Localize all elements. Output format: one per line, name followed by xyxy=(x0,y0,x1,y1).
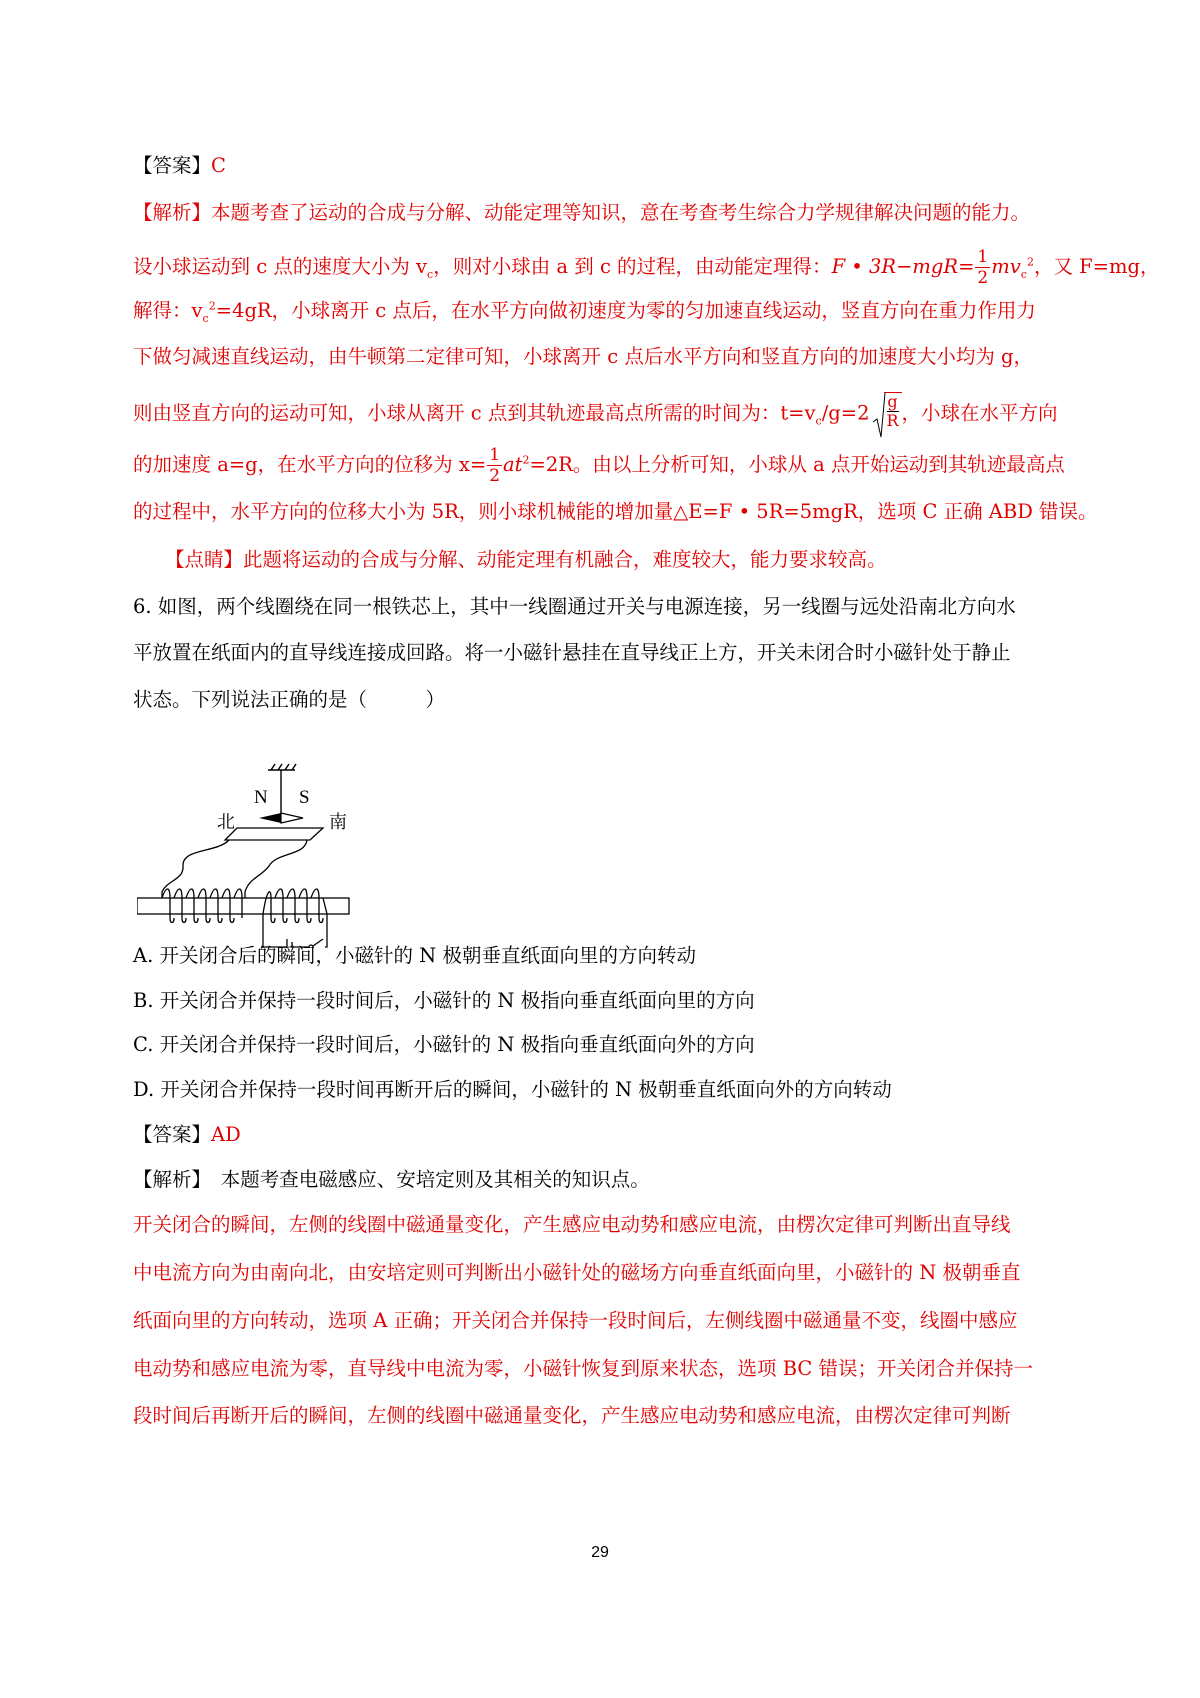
q5-answer xyxy=(133,151,226,181)
q6-stem-line-2: 平放置在纸面内的直导线连接成回路。将一小磁针悬挂在直导线正上方，开关未闭合时小磁针处于静止 xyxy=(133,641,1011,664)
sqrt-g-over-r: $\frac{g}{R}$ xyxy=(872,392,902,436)
q6-answer xyxy=(133,1120,241,1150)
north-label: 北 xyxy=(217,812,235,833)
q6-analysis-line-5: 段时间后再断开后的瞬间，左侧的线圈中磁通量变化，产生感应电动势和感应电流，由楞次定律可判断 xyxy=(133,1404,1011,1427)
ceiling-support-icon xyxy=(268,764,296,816)
option-c: C. 开关闭合并保持一段时间后，小磁针的 N 极指向垂直纸面向外的方向 xyxy=(133,1033,755,1056)
compass-south-half-icon xyxy=(281,813,303,823)
q6-stem-line-3: 状态。下列说法正确的是（ ） xyxy=(133,688,446,711)
q6-analysis-heading: 【解析】 本题考查电磁感应、安培定则及其相关的知识点。 xyxy=(133,1168,650,1191)
q5-analysis-line-6: 的加速度 a=g，在水平方向的位移为 x= $\frac{1}{2}$ $at^2=2R$。由以上分析可知，小球从 a 点开始运动到其轨迹最高点 xyxy=(133,445,1065,486)
iron-core xyxy=(137,898,349,914)
connecting-wire-right xyxy=(245,840,307,898)
q5-analysis-line-1: 【解析】本题考查了运动的合成与分解、动能定理等知识，意在考查考生综合力学规律解决问题的能力。 xyxy=(133,201,1031,224)
south-label: 南 xyxy=(329,812,347,833)
connecting-wire-left xyxy=(162,840,229,898)
answer-label: 【答案】 xyxy=(133,154,212,177)
q5-point: 【点睛】此题将运动的合成与分解、动能定理有机融合，难度较大，能力要求较高。 xyxy=(165,548,887,571)
option-b: B. 开关闭合并保持一段时间后，小磁针的 N 极指向垂直纸面向里的方向 xyxy=(133,989,755,1012)
q5-analysis-line-3: 解得：$v_c^2=4gR$，小球离开 c 点后，在水平方向做初速度为零的匀加速直线运动，竖直方向在重力作用力 xyxy=(133,299,1036,325)
fraction-half: $\frac{1}{2}$ xyxy=(977,247,989,288)
answer-value: AD xyxy=(211,1123,241,1146)
q6-stem-line-1: 6. 如图，两个线圈绕在同一根铁芯上，其中一线圈通过开关与电源连接，另一线圈与远处沿南北方向水 xyxy=(133,595,1016,618)
q6-analysis-line-4: 电动势和感应电流为零，直导线中电流为零，小磁针恢复到原来状态，选项 BC 错误；开关闭合并保持一 xyxy=(133,1357,1034,1380)
analysis-label: 【解析】 xyxy=(133,201,212,224)
analysis-label: 【解析】 xyxy=(133,1168,202,1191)
pole-n-label: N xyxy=(254,787,268,808)
fraction-half-2: $\frac{1}{2}$ xyxy=(489,445,501,486)
compass-north-half-icon xyxy=(259,813,281,823)
straight-wire-loop xyxy=(225,828,323,840)
q5-analysis-line-2: 设小球运动到 c 点的速度大小为 $v_c$，则对小球由 a 到 c 的过程，由动能定理得：F • 3R−mgR= $\frac{1}{2}$ $mv_c^2$，又 F=mg， xyxy=(133,247,1160,288)
q6-analysis-line-2: 中电流方向为由南向北，由安培定则可判断出小磁针处的磁场方向垂直纸面向里，小磁针的 N 极朝垂直 xyxy=(133,1261,1021,1284)
answer-label: 【答案】 xyxy=(133,1123,212,1146)
pole-s-label: S xyxy=(299,787,310,808)
point-label: 【点睛】 xyxy=(165,548,244,571)
q5-analysis-line-5: 则由竖直方向的运动可知，小球从离开 c 点到其轨迹最高点所需的时间为：$t=v_c/g=2$ $\frac{g}{R}$ ，小球在水平方向 xyxy=(133,392,1058,436)
page-number: 29 xyxy=(591,1544,609,1561)
answer-value: C xyxy=(211,154,226,177)
q6-analysis-line-1: 开关闭合的瞬间，左侧的线圈中磁通量变化，产生感应电动势和感应电流，由楞次定律可判断出直导线 xyxy=(133,1213,1011,1236)
option-d: D. 开关闭合并保持一段时间再断开后的瞬间，小磁针的 N 极朝垂直纸面向外的方向转动 xyxy=(133,1078,892,1101)
q6-analysis-line-3: 纸面向里的方向转动，选项 A 正确；开关闭合并保持一段时间后，左侧线圈中磁通量不变，线圈中感应 xyxy=(133,1309,1018,1332)
q5-analysis-line-7: 的过程中，水平方向的位移大小为 5R，则小球机械能的增加量△E=F • 5R=5mgR，选项 C 正确 ABD 错误。 xyxy=(133,500,1098,523)
coil-compass-figure xyxy=(137,758,387,948)
option-a: A. 开关闭合后的瞬间，小磁针的 N 极朝垂直纸面向里的方向转动 xyxy=(133,944,696,967)
q5-analysis-line-4: 下做匀减速直线运动，由牛顿第二定律可知，小球离开 c 点后水平方向和竖直方向的加速度大小均为 g， xyxy=(133,345,1033,368)
